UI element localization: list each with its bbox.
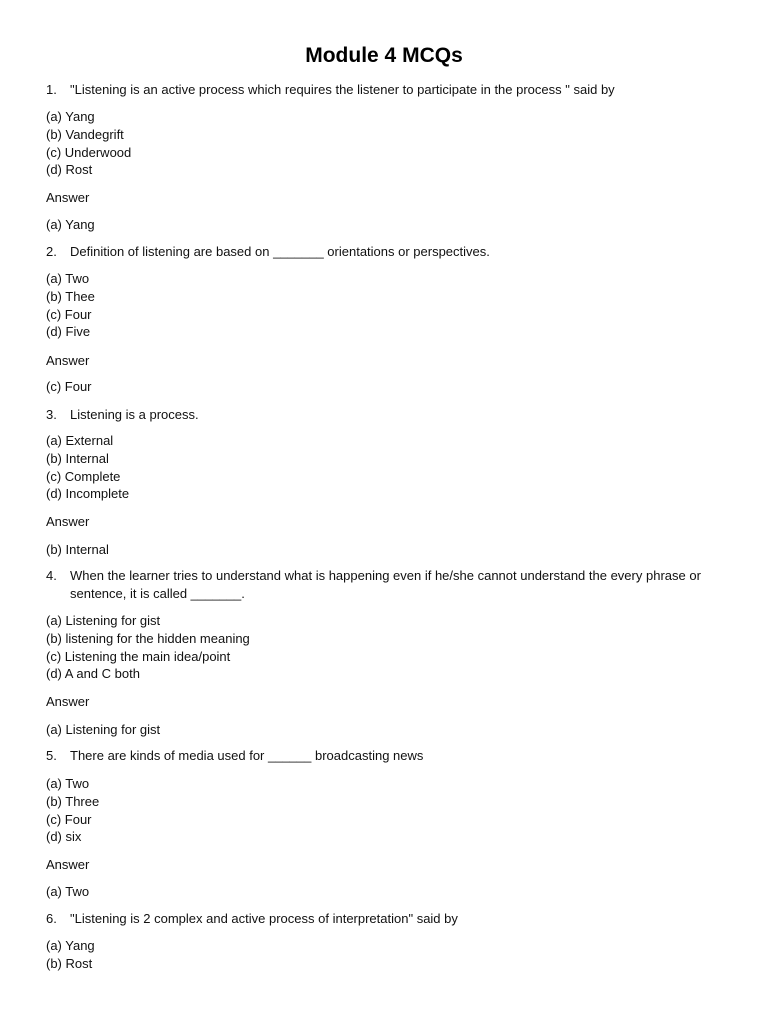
answer-value: (b) Internal: [46, 542, 109, 557]
question-6: [46, 910, 726, 928]
question-number: 4.: [46, 568, 57, 583]
question-number: 3.: [46, 407, 57, 422]
answer-label: Answer: [46, 514, 90, 529]
option: (d) Incomplete: [46, 486, 130, 502]
option: (a) Yang: [46, 938, 95, 953]
option: (b) Three: [46, 793, 100, 809]
options-list-2: [46, 270, 446, 341]
answer-label: Answer: [46, 857, 90, 872]
option: (b) Thee: [46, 288, 95, 304]
option: (b) Internal: [46, 450, 109, 466]
option: (d) A and C both: [46, 666, 140, 682]
answer-value: (a) Listening for gist: [46, 722, 161, 737]
question-number: 6.: [46, 911, 57, 926]
answer-value: (a) Yang: [46, 217, 95, 232]
question-text: Definition of listening are based on _______ orientations or perspectives.: [70, 244, 490, 259]
option: (b) listening for the hidden meaning: [46, 630, 250, 646]
answer-label: Answer: [46, 353, 90, 368]
option: (c) Underwood: [46, 144, 132, 160]
option: (a) Two: [46, 776, 90, 791]
option: (c) Listening the main idea/point: [46, 648, 231, 664]
answer-label: Answer: [46, 694, 90, 709]
options-list-6: [46, 937, 446, 973]
question-number: 5.: [46, 748, 57, 763]
question-text: There are kinds of media used for ______ broadcasting news: [70, 748, 424, 763]
options-list-1: [46, 108, 446, 179]
question-5: [46, 747, 726, 765]
question-text: When the learner tries to understand what is happening even if he/she cannot understand the every phrase or sentence, it is called _______.: [70, 568, 701, 601]
page-title: Module 4 MCQs: [305, 44, 463, 67]
option: (b) Vandegrift: [46, 126, 124, 142]
option: (a) Yang: [46, 109, 95, 124]
options-list-3: [46, 432, 446, 503]
option: (d) Five: [46, 324, 91, 340]
question-3: [46, 406, 726, 424]
question-2: [46, 243, 726, 261]
option: (a) Two: [46, 271, 90, 286]
option: (c) Four: [46, 306, 92, 322]
answer-label: Answer: [46, 190, 90, 205]
question-1: [46, 81, 726, 99]
answer-value: (c) Four: [46, 379, 92, 394]
option: (b) Rost: [46, 955, 93, 971]
question-number: 1.: [46, 82, 57, 97]
option: (a) External: [46, 433, 114, 448]
option: (a) Listening for gist: [46, 613, 161, 628]
question-number: 2.: [46, 244, 57, 259]
option: (d) six: [46, 829, 82, 845]
question-text: Listening is a process.: [70, 407, 199, 422]
question-text: "Listening is an active process which requires the listener to participate in the process " said by: [70, 82, 615, 97]
answer-value: (a) Two: [46, 884, 90, 899]
options-list-5: [46, 775, 446, 846]
option: (d) Rost: [46, 162, 93, 178]
options-list-4: [46, 612, 446, 683]
question-text: "Listening is 2 complex and active process of interpretation" said by: [70, 911, 458, 926]
option: (c) Four: [46, 811, 92, 827]
question-4: [46, 567, 726, 603]
option: (c) Complete: [46, 468, 121, 484]
